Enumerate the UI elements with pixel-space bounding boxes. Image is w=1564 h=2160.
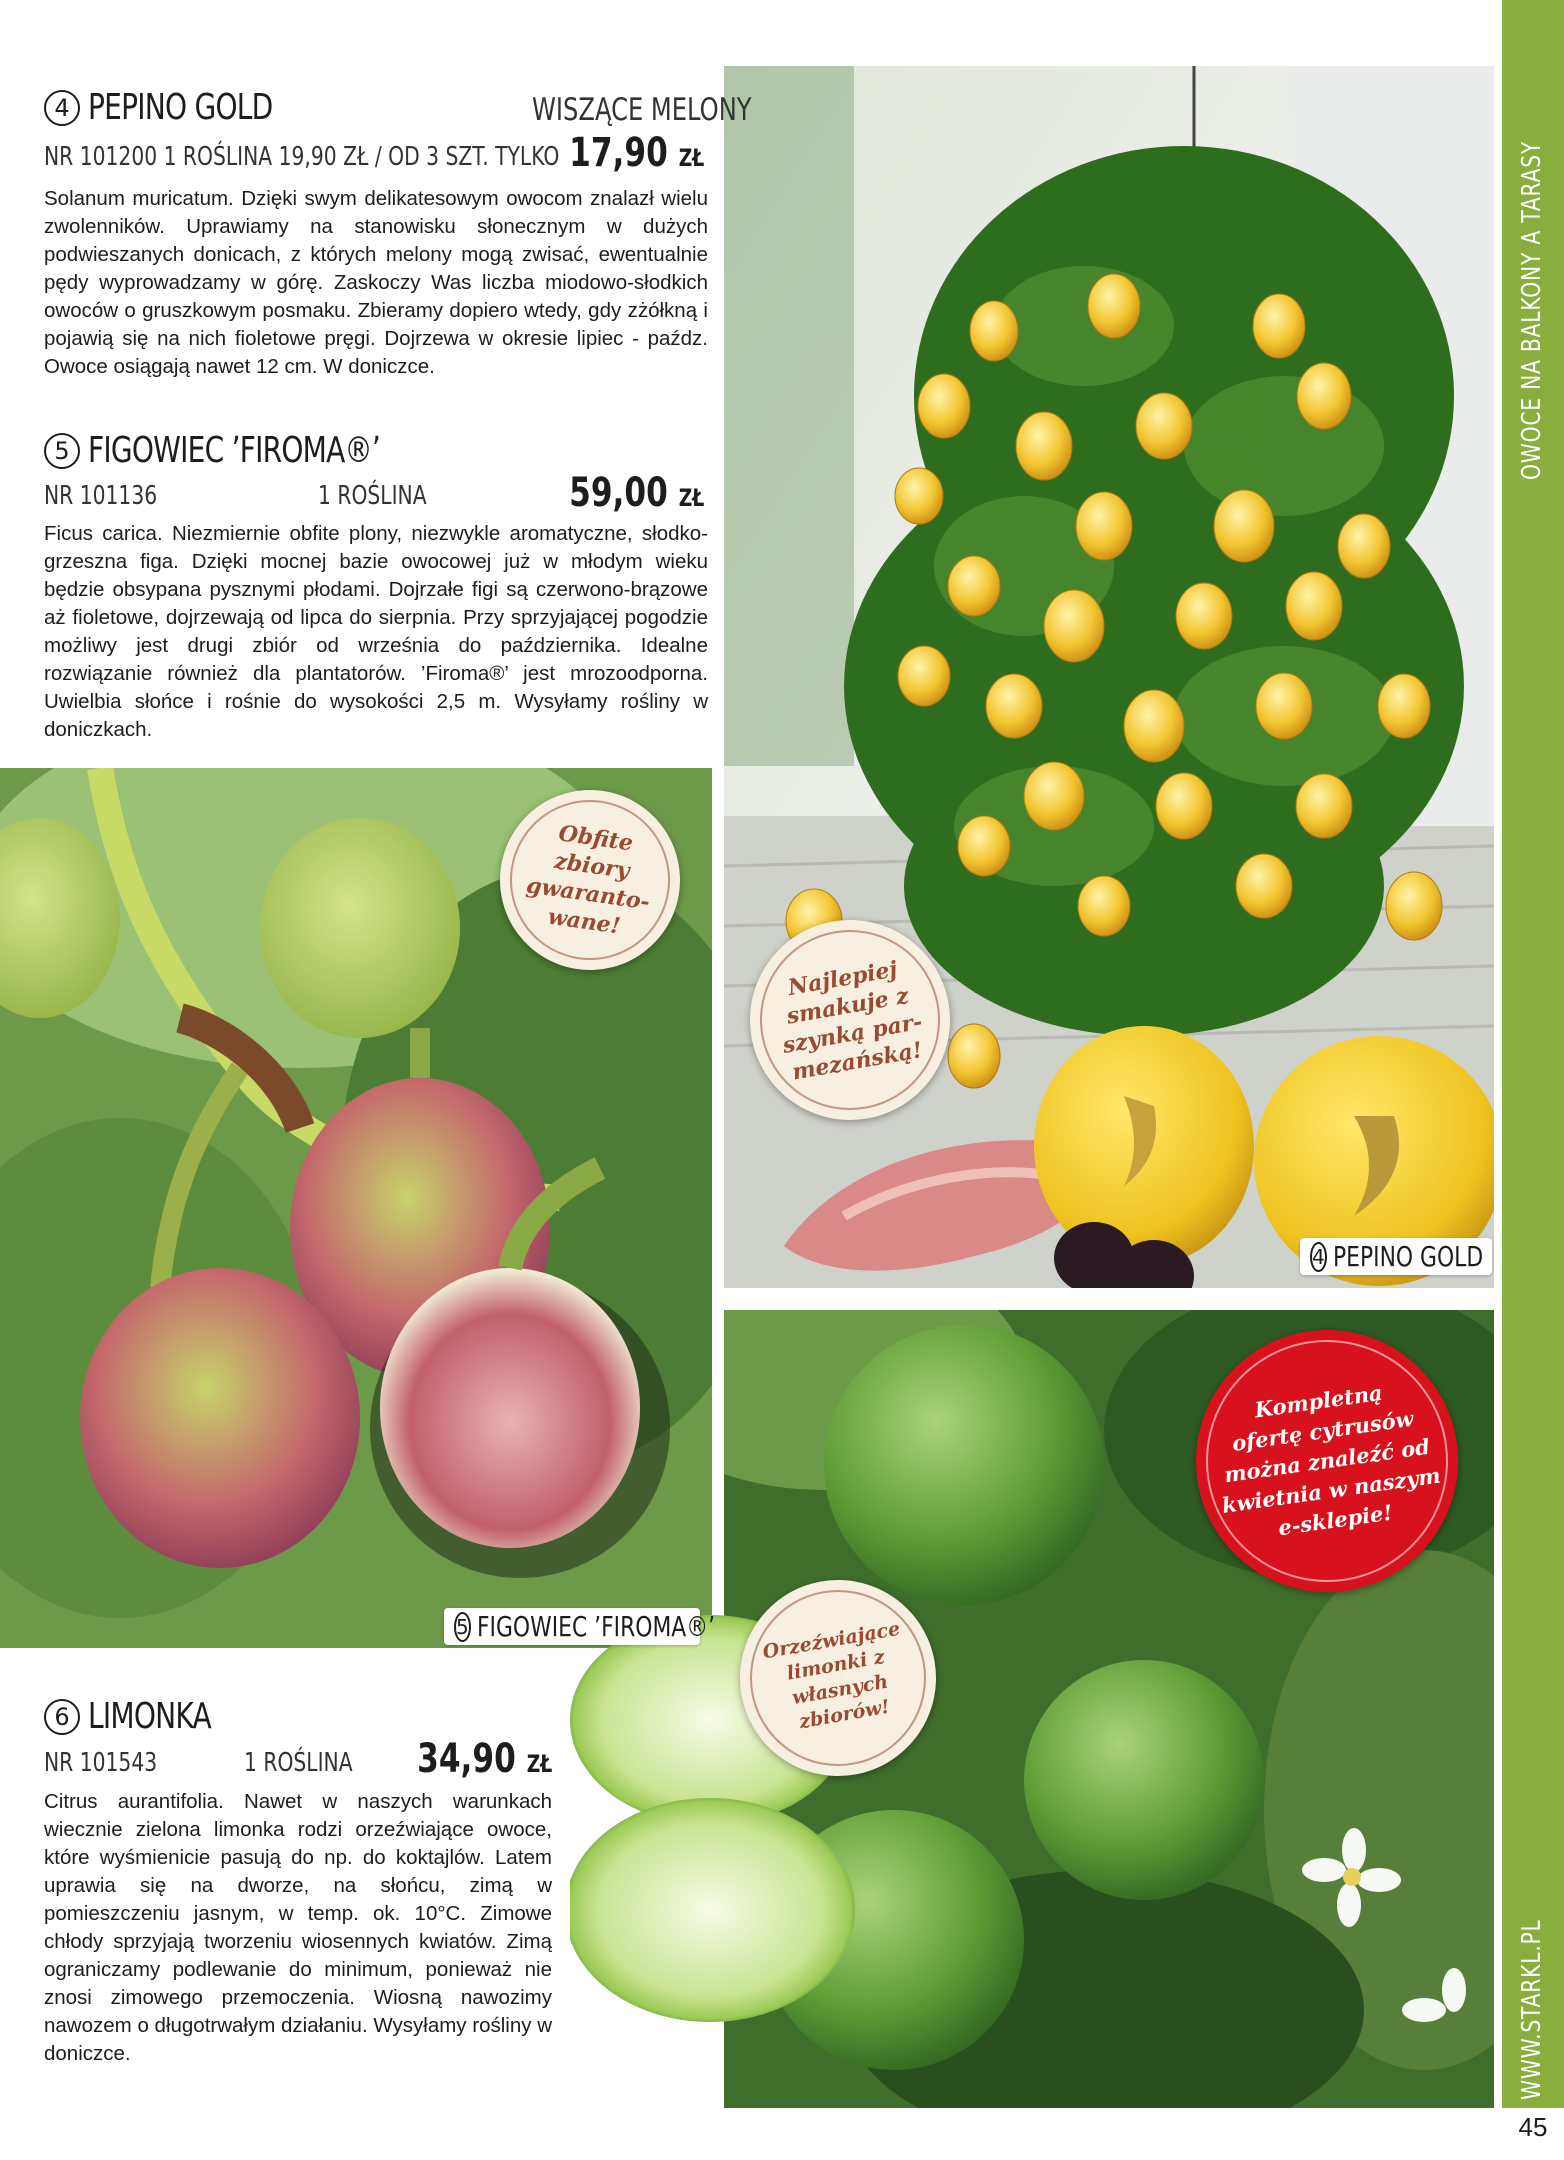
page-number: 45: [1518, 2112, 1548, 2142]
fig-heading: [44, 430, 462, 471]
fig-title: FIGOWIEC ’FIROMA®’: [88, 430, 380, 471]
pepino-description: Solanum muricatum. Dzięki swym delikatesowym owocom znalazł wielu zwolenników. Uprawiamy na stanowisku słonecznym w dużych podwieszanych donicach, z których melony mogą zwisać, ewentualnie pędy wyprowadzamy w górę. Zaskoczy Was liczba miodowo-słodkich owoców o gruszkowym posmaku. Zbieramy dopiero wtedy, gdy zżółkną i pojawią się na nich fioletowe pręgi. Dojrzewa w okresie lipiec - paźdz. Owoce osiągają nawet 12 cm. W doniczce.: [44, 187, 708, 378]
pepino-category: WISZĄCE MELONY: [532, 92, 752, 128]
pepino-photo-label: [1300, 1238, 1492, 1275]
pepino-number: 4: [44, 90, 80, 126]
lime-title: LIMONKA: [88, 1696, 211, 1737]
lime-badge-text: Orzeźwiające limonki z własnych zbiorów!: [761, 1617, 902, 1734]
pepino-badge-text: Najlepiej smakuje z szynką par- mezańską!: [780, 956, 925, 1086]
pepino-label-number: 4: [1310, 1242, 1327, 1272]
lime-price: [417, 1736, 552, 1782]
lime-qty: 1 ROŚLINA: [244, 1748, 353, 1778]
pepino-heading: [44, 87, 325, 128]
pepino-price-value: 17,90: [568, 130, 668, 176]
fig-qty: 1 ROŚLINA: [318, 481, 427, 511]
fig-price-value: 59,00: [568, 470, 668, 516]
pepino-title: PEPINO GOLD: [88, 87, 273, 128]
fig-label-text: FIGOWIEC ’FIROMA®’: [476, 1610, 715, 1643]
sidebar-section-title: OWOCE NA BALKONY A TARASY: [1517, 140, 1547, 481]
fig-number: 5: [44, 433, 80, 469]
pepino-currency: ZŁ: [678, 144, 704, 172]
lime-description: Citrus aurantifolia. Nawet w naszych warunkach wiecznie zielona limonka rodzi orzeźwiające owoce, które wyśmienicie pasują do np. do koktajlów. Latem uprawia się na dworze, na słońcu, zimą w pomieszczeniu jasnym, w temp. ok. 10°C. Zimowe chłody sprzyjają tworzeniu wiosennych kwiatów. Zimą ograniczamy podlewanie do minimum, ponieważ nie znosi zimowego przemoczenia. Wiosną nawozimy nawozem o długotrwałym działaniu. Wysyłamy rośliny w doniczce.: [44, 1790, 552, 2065]
pepino-price: [569, 130, 704, 176]
lime-heading: [44, 1696, 246, 1737]
fig-description: Ficus carica. Niezmiernie obfite plony, niezwykle aromatyczne, słodko-grzeszna figa. Dzięki mocnej bazie owocowej już w młodym wieku będzie obsypana pysznymi płodami. Dojrzałe figi są czerwono-brązowe aż fioletowe, dojrzewają od lipca do sierpnia. Przy sprzyjającej pogodzie możliwy jest drugi zbiór od września do października. Idealne rozwiązanie również dla plantatorów. ’Firoma®’ jest mrozoodporna. Uwielbia słońce i rośnie do wysokości 2,5 m. Wysyłamy rośliny w doniczkach.: [44, 522, 708, 741]
fig-price: [569, 470, 704, 516]
pepino-meta: NR 101200 1 ROŚLINA 19,90 ZŁ / OD 3 SZT. TYLKO: [44, 142, 560, 172]
fig-label-number: 5: [454, 1612, 471, 1642]
pepino-label-text: PEPINO GOLD: [1332, 1240, 1483, 1273]
sidebar-website: WWW.STARKL.PL: [1517, 1919, 1547, 2100]
fig-badge-text: Obfite zbiory gwaranto- wane!: [524, 820, 652, 940]
fig-photo-label: [444, 1608, 715, 1645]
promo-badge-text: Kompletną ofertę cytrusów można znaleźć od kwietnia w naszym e-sklepie!: [1220, 1379, 1442, 1541]
lime-price-value: 34,90: [416, 1736, 516, 1782]
lime-number: 6: [44, 1699, 80, 1735]
fig-nr: NR 101136: [44, 481, 158, 511]
lime-nr: NR 101543: [44, 1748, 158, 1778]
fig-currency: ZŁ: [678, 484, 704, 512]
lime-currency: ZŁ: [526, 1750, 552, 1778]
